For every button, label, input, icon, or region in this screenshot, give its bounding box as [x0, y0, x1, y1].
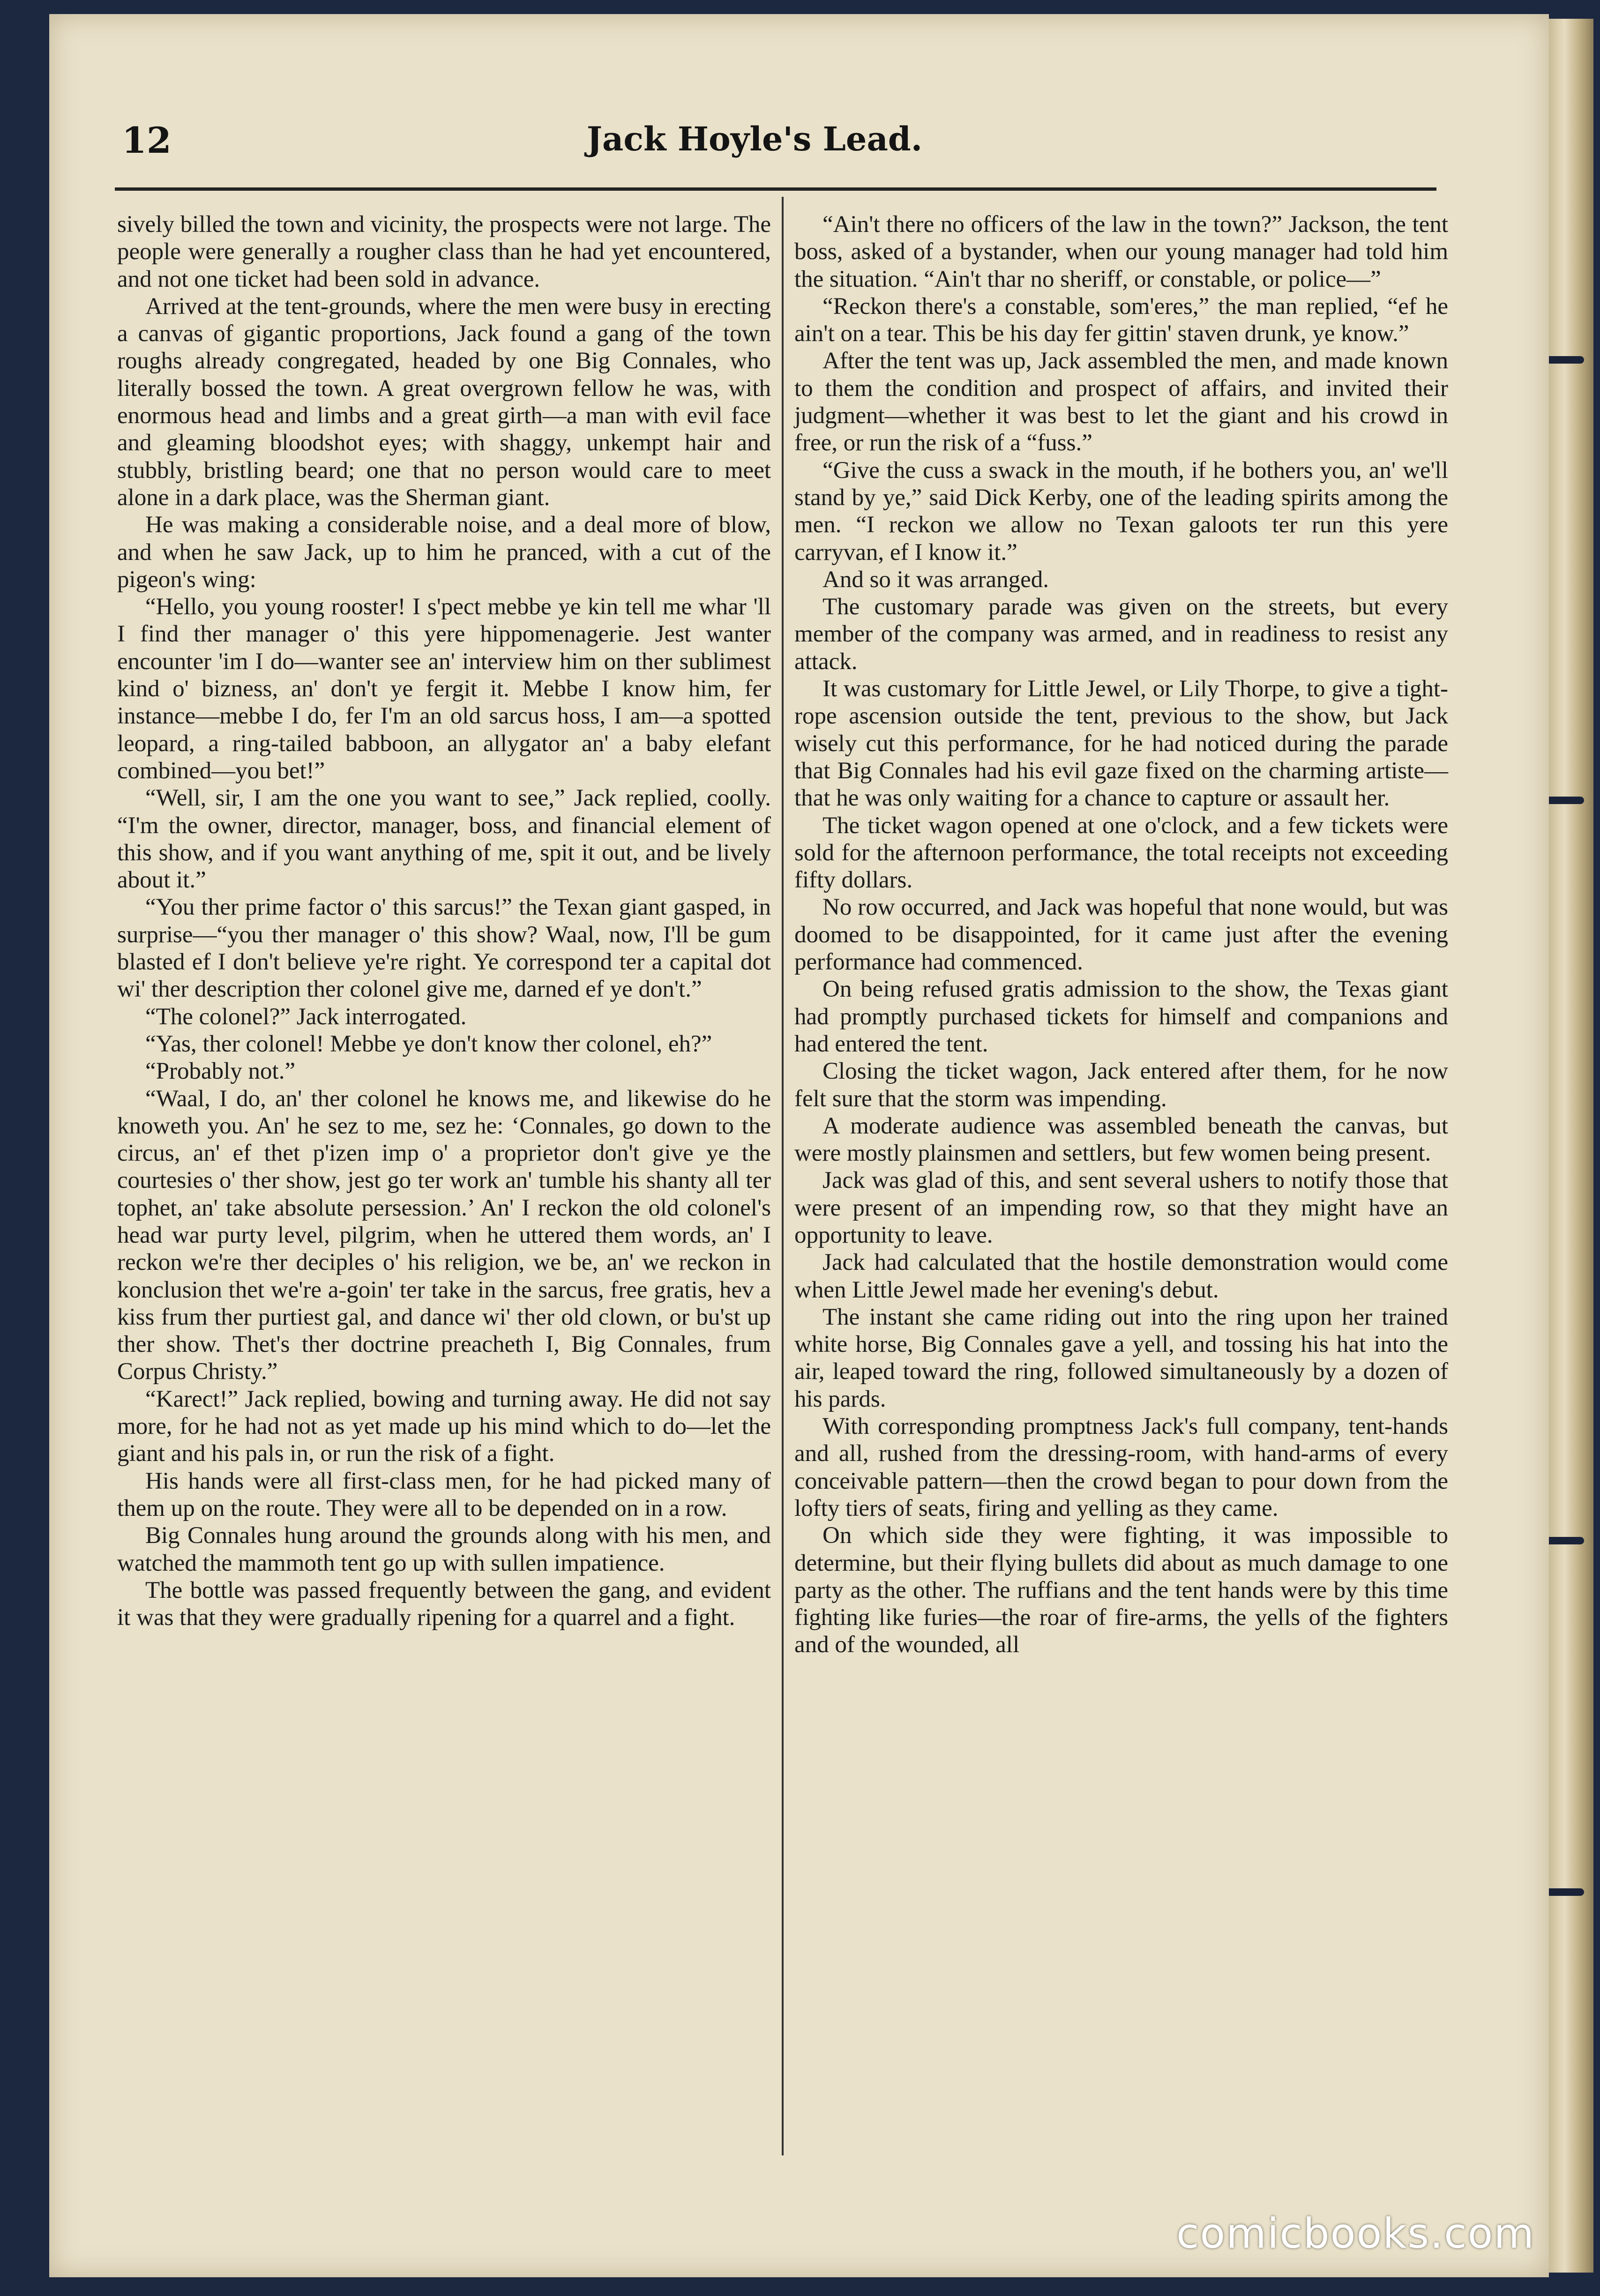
paragraph: The ticket wagon opened at one o'clock, and a few tickets were sold for the afternoon performance, the total receipts not exceeding fifty dollars. [794, 812, 1448, 894]
paragraph: Jack was glad of this, and sent several ushers to notify those that were present of an impending row, so that they might have an opportunity to leave. [794, 1167, 1448, 1248]
left-column [117, 211, 771, 1631]
paragraph: “Waal, I do, an' ther colonel he knows me, and likewise do he knoweth you. An' he sez to me, sez he: ‘Connales, go down to the circus, an' ef thet p'izen imp o' a proprietor don't give ye the courtesies o' ther show, jest go ter work an' tumble his shanty all ter tophet, an' take absolute persession.’ An' I reckon the old colonel's head war purty level, pilgrim, when he uttered them words, an' I reckon we're ther deciples o' his religion, we be, an' we reckon in konclusion thet we're a-goin' ter take in the sarcus, free gratis, hev a kiss frum ther purtiest gal, and dance wi' ther old clown, or bu'st up ther show. Thet's ther doctrine preacheth I, Big Connales, frum Corpus Christy.” [117, 1085, 771, 1385]
column-divider [782, 197, 784, 2155]
right-column [794, 211, 1448, 1659]
page-header [68, 119, 1441, 171]
paragraph: After the tent was up, Jack assembled the men, and made known to them the condition and prospect of affairs, and invited their judgment—whether it was best to let the giant and his crowd in free, or run the risk of a “fuss.” [794, 348, 1448, 456]
header-rule [115, 187, 1436, 191]
paragraph: Jack had calculated that the hostile demonstration would come when Little Jewel made her evening's debut. [794, 1249, 1448, 1303]
paragraph: And so it was arranged. [822, 566, 1049, 593]
paragraph: It was customary for Little Jewel, or Lily Thorpe, to give a tight-rope ascension outside the tent, previous to the show, but Jack wisely cut this performance, for he had noticed during the parade that Big Connales had his evil gaze fixed on the charming artiste—that he was only waiting for a chance to capture or assault her. [794, 676, 1448, 812]
running-title: Jack Hoyle's Lead. [586, 119, 923, 158]
paragraph: He was making a considerable noise, and a deal more of blow, and when he saw Jack, up to him he pranced, with a cut of the pigeon's wing: [117, 512, 771, 593]
paragraph: “Reckon there's a constable, som'eres,” the man replied, “ef he ain't on a tear. This be his day fer gittin' staven drunk, ye know.” [794, 293, 1448, 347]
paragraph: “Yas, ther colonel! Mebbe ye don't know ther colonel, eh?” [145, 1030, 712, 1057]
paragraph: “Probably not.” [145, 1058, 296, 1085]
paragraph: “Well, sir, I am the one you want to see,” Jack replied, coolly. “I'm the owner, director, manager, boss, and financial element of this show, and if you want anything of me, spit it out, and be lively about it.” [117, 785, 771, 894]
paragraph: “You ther prime factor o' this sarcus!” the Texan giant gasped, in surprise—“you ther manager o' this show? Waal, now, I'll be gum blasted ef I don't believe ye're right. Ye correspond ter a capital dot wi' ther description ther colonel give me, darned ef ye don't.” [117, 894, 771, 1003]
paragraph: With corresponding promptness Jack's full company, tent-hands and all, rushed from the dressing-room, with hand-arms of every conceivable pattern—then the crowd began to pour down from the lofty tiers of seats, firing and yelling as they came. [794, 1413, 1448, 1521]
paragraph: Big Connales hung around the grounds along with his men, and watched the mammoth tent go up with sullen impatience. [117, 1522, 771, 1576]
page-number: 12 [122, 119, 172, 161]
paragraph: The instant she came riding out into the ring upon her trained white horse, Big Connales gave a yell, and tossing his hat into the air, leaped toward the ring, followed simultaneously by a dozen of his pards. [794, 1304, 1448, 1412]
paragraph: “The colonel?” Jack interrogated. [145, 1003, 467, 1030]
paragraph: Arrived at the tent-grounds, where the men were busy in erecting a canvas of gigantic proportions, Jack found a gang of the town roughs already congregated, headed by one Big Connales, who literally bossed the town. A great overgrown fellow he was, with enormous head and limbs and a great girth—a man with evil face and gleaming bloodshot eyes; with shaggy, unkempt hair and stubbly, bristling beard; one that no person would care to meet alone in a dark place, was the Sherman giant. [117, 293, 771, 511]
paragraph: The customary parade was given on the streets, but every member of the company was armed, and in readiness to resist any attack. [794, 594, 1448, 675]
paragraph: Closing the ticket wagon, Jack entered after them, for he now felt sure that the storm was impending. [794, 1058, 1448, 1112]
paragraph: sively billed the town and vicinity, the prospects were not large. The people were generally a rougher class than he had yet encountered, and not one ticket had been sold in advance. [117, 211, 771, 292]
paragraph: “Give the cuss a swack in the mouth, if he bothers you, an' we'll stand by ye,” said Dick Kerby, one of the leading spirits among the men. “I reckon we allow no Texan galoots ter run this yere carryvan, ef I know it.” [794, 457, 1448, 566]
watermark: comicbooks.com [1176, 2209, 1535, 2258]
paragraph: “Karect!” Jack replied, bowing and turning away. He did not say more, for he had not as yet made up his mind which to do—let the giant and his pals in, or run the risk of a fight. [117, 1386, 771, 1467]
paragraph: “Ain't there no officers of the law in the town?” Jackson, the tent boss, asked of a bystander, when our young manager had told him the situation. “Ain't thar no sheriff, or constable, or police—” [794, 211, 1448, 292]
paragraph: His hands were all first-class men, for he had picked many of them up on the route. They were all to be depended on in a row. [117, 1468, 771, 1521]
paragraph: No row occurred, and Jack was hopeful that none would, but was doomed to be disappointed, for it came just after the evening performance had commenced. [794, 894, 1448, 976]
paragraph: “Hello, you young rooster! I s'pect mebbe ye kin tell me whar 'll I find ther manager o' this yere hippomenagerie. Jest wanter encounter 'im I do—wanter see an' interview him on ther sublimest kind o' bizness, an' don't ye fergit it. Mebbe I know him, fer instance—mebbe I do, fer I'm an old sarcus hoss, I am—a spotted leopard, a ring-tailed babboon, an allygator an' a baby elefant combined—you bet!” [117, 594, 771, 784]
paragraph: A moderate audience was assembled beneath the canvas, but were mostly plainsmen and settlers, but few women being present. [794, 1112, 1448, 1167]
paragraph: On being refused gratis admission to the show, the Texas giant had promptly purchased tickets for himself and companions and had entered the tent. [794, 976, 1448, 1057]
paragraph: On which side they were fighting, it was impossible to determine, but their flying bullets did about as much damage to one party as the other. The ruffians and the tent hands were by this time fighting like furies—the roar of fire-arms, the yells of the fighters and of the wounded, all [794, 1522, 1448, 1658]
paragraph: The bottle was passed frequently between the gang, and evident it was that they were gradually ripening for a quarrel and a fight. [117, 1577, 771, 1631]
